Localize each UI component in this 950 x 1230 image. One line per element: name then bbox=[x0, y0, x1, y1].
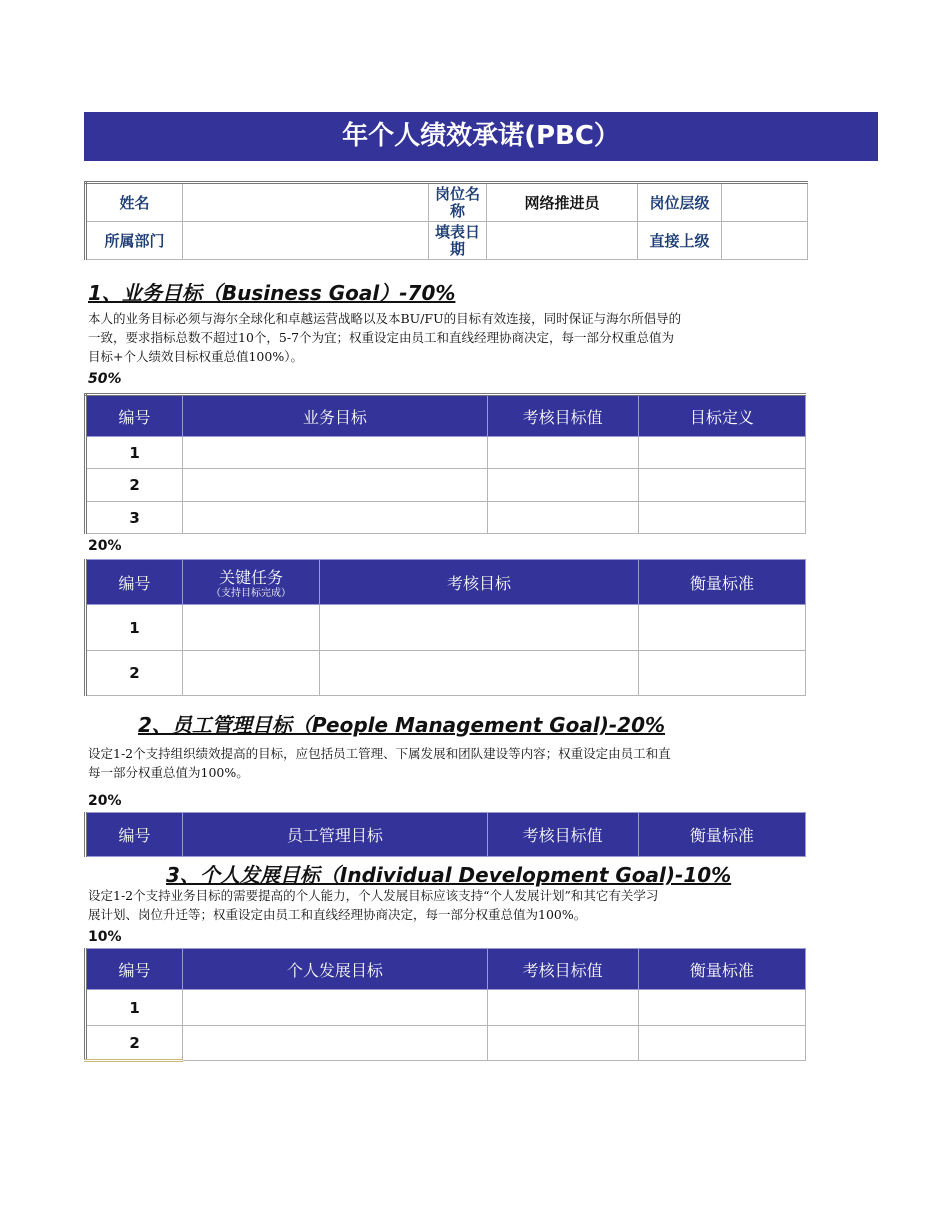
table-cell[interactable] bbox=[638, 1026, 805, 1061]
name-field[interactable] bbox=[183, 183, 429, 222]
table-cell[interactable] bbox=[183, 1026, 487, 1061]
table-cell[interactable] bbox=[487, 437, 638, 469]
date-label: 填表日期 bbox=[429, 222, 487, 260]
table-cell[interactable] bbox=[638, 469, 805, 502]
date-field[interactable] bbox=[487, 222, 638, 260]
col-header-key-task bbox=[183, 560, 320, 605]
table-cell[interactable] bbox=[320, 651, 639, 696]
table-cell[interactable] bbox=[487, 990, 638, 1026]
table-cell[interactable] bbox=[638, 502, 805, 534]
table-cell[interactable] bbox=[183, 651, 320, 696]
position-label: 岗位名称 bbox=[429, 183, 487, 222]
individual-development-table bbox=[84, 948, 806, 1062]
section2-description bbox=[88, 744, 810, 782]
table-cell[interactable] bbox=[487, 502, 638, 534]
row-number: 2 bbox=[86, 1026, 183, 1061]
col-header: 衡量标准 bbox=[638, 949, 805, 990]
row-number: 1 bbox=[86, 605, 183, 651]
row-number: 1 bbox=[86, 990, 183, 1026]
page-title: 年个人绩效承诺(PBC） bbox=[84, 112, 878, 161]
table-cell[interactable] bbox=[320, 605, 639, 651]
row-number: 3 bbox=[86, 502, 183, 534]
table-row bbox=[86, 990, 806, 1026]
key-task-sublabel: （支持目标完成） bbox=[211, 588, 291, 599]
section2-title: 2、员工管理目标（People Management Goal)-20% bbox=[138, 713, 666, 737]
level-label: 岗位层级 bbox=[638, 183, 722, 222]
table-row bbox=[86, 1026, 806, 1061]
section2-desc-line: 每一部分权重总值为100%。 bbox=[88, 765, 249, 780]
col-header: 业务目标 bbox=[183, 395, 487, 437]
dept-field[interactable] bbox=[183, 222, 429, 260]
section1-description bbox=[88, 309, 810, 366]
people-management-table bbox=[84, 812, 806, 857]
table-cell[interactable] bbox=[639, 605, 806, 651]
section3-desc-line: 设定1-2个支持业务目标的需要提高的个人能力，个人发展目标应该支持“个人发展计划”和其它有关学习 bbox=[88, 888, 659, 903]
table-cell[interactable] bbox=[487, 469, 638, 502]
section1-desc-line: 目标+个人绩效目标权重总值100%）。 bbox=[88, 349, 303, 364]
name-label: 姓名 bbox=[86, 183, 183, 222]
position-value[interactable]: 网络推进员 bbox=[487, 183, 638, 222]
section1-weight-a: 50% bbox=[88, 371, 122, 387]
section3-title: 3、个人发展目标（Individual Development Goal)-10% bbox=[166, 863, 732, 887]
col-header: 考核目标值 bbox=[487, 813, 638, 857]
col-header: 编号 bbox=[86, 560, 183, 605]
col-header: 考核目标值 bbox=[487, 949, 638, 990]
table-cell[interactable] bbox=[638, 990, 805, 1026]
level-field[interactable] bbox=[722, 183, 808, 222]
col-header: 编号 bbox=[86, 395, 183, 437]
key-task-table bbox=[84, 559, 806, 696]
row-number: 2 bbox=[86, 651, 183, 696]
col-header: 衡量标准 bbox=[639, 560, 806, 605]
dept-label: 所属部门 bbox=[86, 222, 183, 260]
table-cell[interactable] bbox=[183, 469, 487, 502]
col-header: 编号 bbox=[86, 813, 183, 857]
section3-desc-line: 展计划、岗位升迁等；权重设定由员工和直线经理协商决定，每一部分权重总值为100%。 bbox=[88, 907, 587, 922]
key-task-label: 关键任务 bbox=[218, 568, 283, 587]
table-row bbox=[86, 651, 806, 696]
table-row bbox=[86, 469, 806, 502]
supervisor-field[interactable] bbox=[722, 222, 808, 260]
section2-desc-line: 设定1-2个支持组织绩效提高的目标，应包括员工管理、下属发展和团队建设等内容；权重设定由员工和直 bbox=[88, 746, 671, 761]
section1-desc-line: 一致，要求指标总数不超过10个，5-7个为宜；权重设定由员工和直线经理协商决定，每一部分权重总值为 bbox=[88, 330, 675, 345]
table-cell[interactable] bbox=[183, 502, 487, 534]
table-cell[interactable] bbox=[487, 1026, 638, 1061]
info-table bbox=[84, 181, 808, 260]
section3-weight: 10% bbox=[88, 929, 122, 945]
col-header: 衡量标准 bbox=[638, 813, 805, 857]
row-number: 1 bbox=[86, 437, 183, 469]
table-cell[interactable] bbox=[639, 651, 806, 696]
section2-weight: 20% bbox=[88, 793, 122, 809]
table-cell[interactable] bbox=[183, 990, 487, 1026]
col-header: 考核目标值 bbox=[487, 395, 638, 437]
col-header: 考核目标 bbox=[320, 560, 639, 605]
table-row bbox=[86, 437, 806, 469]
col-header: 员工管理目标 bbox=[183, 813, 487, 857]
section1-weight-b: 20% bbox=[88, 538, 122, 554]
col-header: 编号 bbox=[86, 949, 183, 990]
section1-desc-line: 本人的业务目标必须与海尔全球化和卓越运营战略以及本BU/FU的目标有效连接，同时保证与海尔所倡导的 bbox=[88, 311, 682, 326]
section1-title: 1、业务目标（Business Goal）-70% bbox=[88, 281, 456, 305]
col-header: 个人发展目标 bbox=[183, 949, 487, 990]
table-row bbox=[86, 605, 806, 651]
table-cell[interactable] bbox=[183, 437, 487, 469]
row-number: 2 bbox=[86, 469, 183, 502]
col-header: 目标定义 bbox=[638, 395, 805, 437]
table-row bbox=[86, 502, 806, 534]
table-cell[interactable] bbox=[638, 437, 805, 469]
supervisor-label: 直接上级 bbox=[638, 222, 722, 260]
table-cell[interactable] bbox=[183, 605, 320, 651]
section3-description bbox=[88, 886, 810, 924]
business-goal-table bbox=[84, 393, 806, 534]
